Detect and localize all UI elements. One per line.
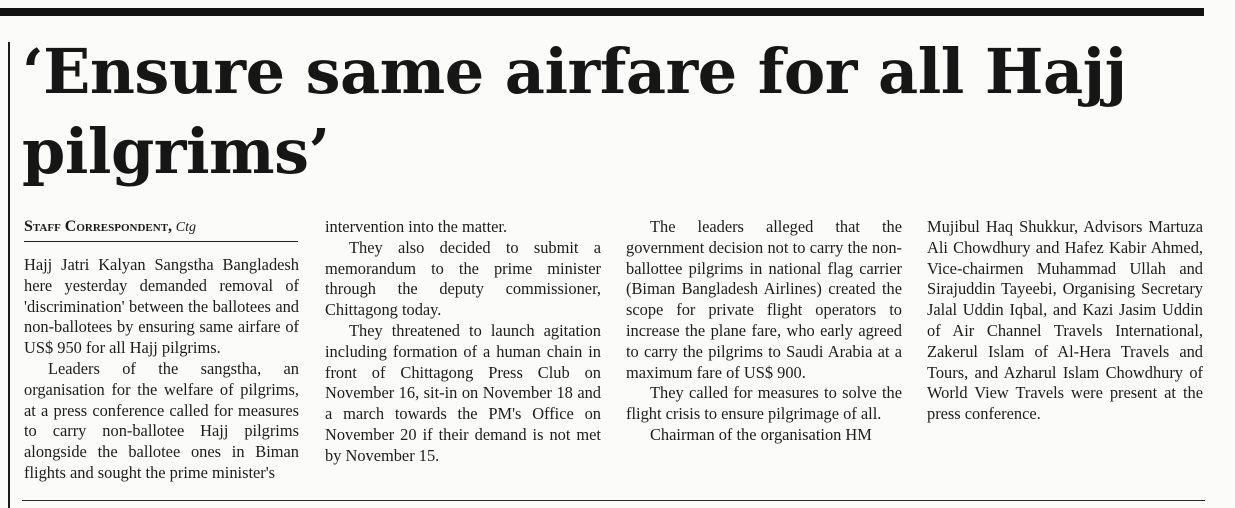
paragraph: Mujibul Haq Shukkur, Advisors Martuza Ali Chowdhury and Hafez Kabir Ahmed, Vice-chairmen Muhammad Ullah and Sirajuddin Tayeebi, Organising Secretary Jalal Uddin Iqbal, and Kazi Jasim Uddin of Air Channel Travels International, Zakerul Islam of Al-Hera Travels and Tours, and Azharul Islam Chowdhury of World View Travels were present at the press conference. bbox=[927, 217, 1203, 424]
bottom-rule bbox=[22, 500, 1205, 501]
article-column-4 bbox=[927, 217, 1203, 425]
byline-location: Ctg bbox=[175, 220, 197, 235]
paragraph: They also decided to submit a memorandum to the prime minister through the deputy commissioner, Chittagong today. bbox=[325, 237, 601, 320]
paragraph: Leaders of the sangstha, an organisation for the welfare of pilgrims, at a press conference called for measures to carry non-ballotee Hajj pilgrims alongside the ballotee ones in Biman flights and sought the prime minister's bbox=[24, 358, 299, 482]
paragraph: The leaders alleged that the government decision not to carry the non-ballottee pilgrims in national flag carrier (Biman Bangladesh Airlines) created the scope for private flight operators to increase the plane fare, who early agreed to carry the pilgrims to Saudi Arabia at a maximum fare of US$ 900. bbox=[626, 217, 902, 382]
paragraph: They called for measures to solve the flight crisis to ensure pilgrimage of all. bbox=[626, 383, 902, 424]
article-column-1 bbox=[24, 255, 299, 484]
paragraph: They threatened to launch agitation including formation of a human chain in front of Chittagong Press Club on November 16, sit-in on November 18 and a march towards the PM's Office on November 20 if their demand is not met by November 15. bbox=[325, 320, 601, 465]
byline-author: Staff Correspondent, bbox=[24, 218, 173, 235]
paragraph: Hajj Jatri Kalyan Sangstha Bangladesh here yesterday demanded removal of 'discrimination' between the ballotees and non-ballotees by ensuring same airfare of US$ 950 for all Hajj pilgrims. bbox=[24, 255, 299, 358]
paragraph: Chairman of the organisation HM bbox=[650, 424, 872, 444]
article-column-2 bbox=[325, 217, 601, 467]
paragraph: intervention into the matter. bbox=[325, 217, 508, 236]
headline: ‘Ensure same airfare for all Hajj pilgrims’ bbox=[22, 35, 1127, 188]
byline bbox=[24, 217, 298, 242]
article-column-3 bbox=[626, 217, 902, 446]
top-rule bbox=[0, 8, 1204, 16]
left-column-rule bbox=[8, 42, 10, 508]
